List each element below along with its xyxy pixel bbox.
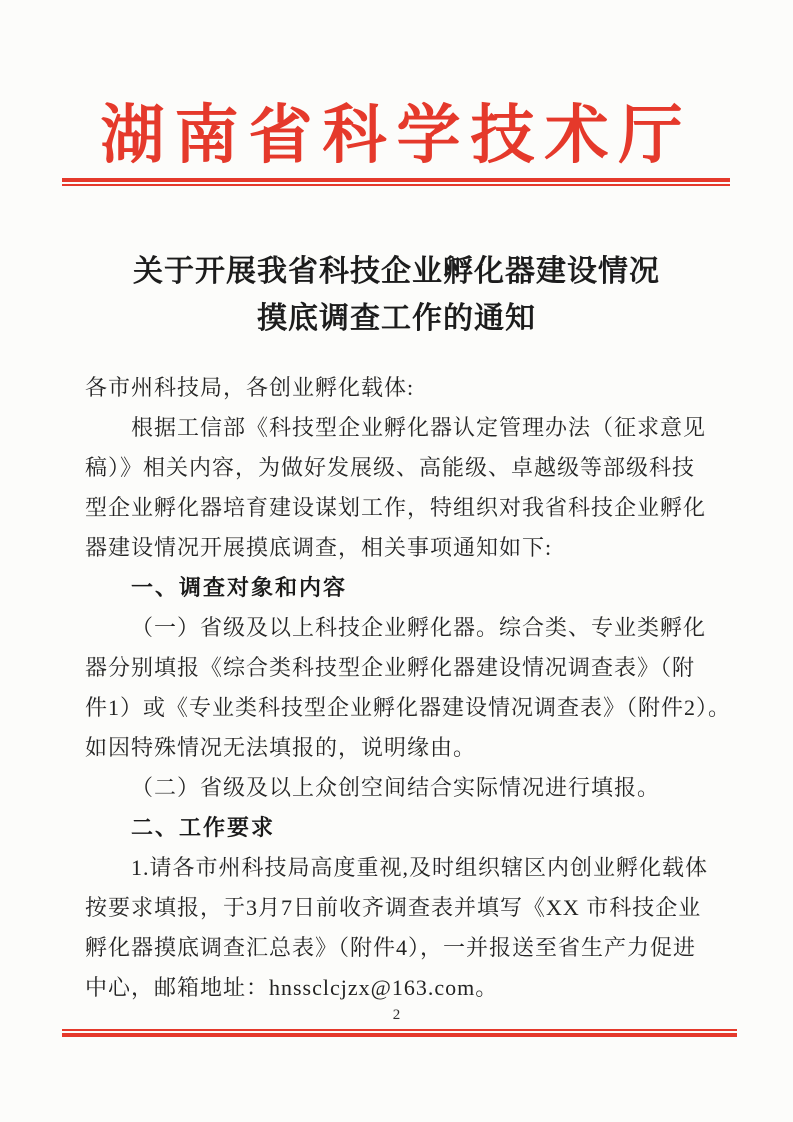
notice-title-line-1: 关于开展我省科技企业孵化器建设情况 <box>133 255 660 288</box>
body-line: 孵化器摸底调查汇总表》（附件4），一并报送至省生产力促进 <box>85 935 697 960</box>
footer-divider-rule <box>62 1029 737 1037</box>
body-line: （二）省级及以上众创空间结合实际情况进行填报。 <box>131 775 661 800</box>
body-line-email: 中心，邮箱地址：hnssclcjzx@163.com。 <box>85 975 499 1000</box>
body-line: 器分别填报《综合类科技型企业孵化器建设情况调查表》（附 <box>85 655 696 680</box>
section-heading-2: 二、工作要求 <box>131 815 276 840</box>
body-line: 1.请各市州科技局高度重视,及时组织辖区内创业孵化载体 <box>131 855 709 880</box>
body-line: 如因特殊情况无法填报的，说明缘由。 <box>85 735 477 760</box>
notice-body <box>85 368 732 1008</box>
rule-thin-bar <box>62 184 730 186</box>
notice-title <box>0 248 793 342</box>
notice-title-line-2: 摸底调查工作的通知 <box>257 302 536 335</box>
page-number: 2 <box>392 1007 401 1023</box>
salutation-line: 各市州科技局，各创业孵化载体: <box>85 375 415 400</box>
letterhead-agency-name: 湖南省科学技术厅 <box>100 100 693 171</box>
rule-thick-bar <box>62 1033 737 1037</box>
letterhead-divider-rule <box>62 178 730 186</box>
body-line: 型企业孵化器培育建设谋划工作，特组织对我省科技企业孵化 <box>85 495 707 520</box>
body-line: 根据工信部《科技型企业孵化器认定管理办法（征求意见 <box>131 415 707 440</box>
body-line: 件1）或《专业类科技型企业孵化器建设情况调查表》（附件2）。 <box>85 695 732 720</box>
body-line: 器建设情况开展摸底调查，相关事项通知如下: <box>85 535 553 560</box>
body-line: 稿）》相关内容，为做好发展级、高能级、卓越级等部级科技 <box>85 455 696 480</box>
section-heading-1: 一、调查对象和内容 <box>131 575 348 600</box>
body-line: 按要求填报，于3月7日前收齐调查表并填写《XX 市科技企业 <box>85 895 702 920</box>
body-line: （一）省级及以上科技企业孵化器。综合类、专业类孵化 <box>131 615 707 640</box>
